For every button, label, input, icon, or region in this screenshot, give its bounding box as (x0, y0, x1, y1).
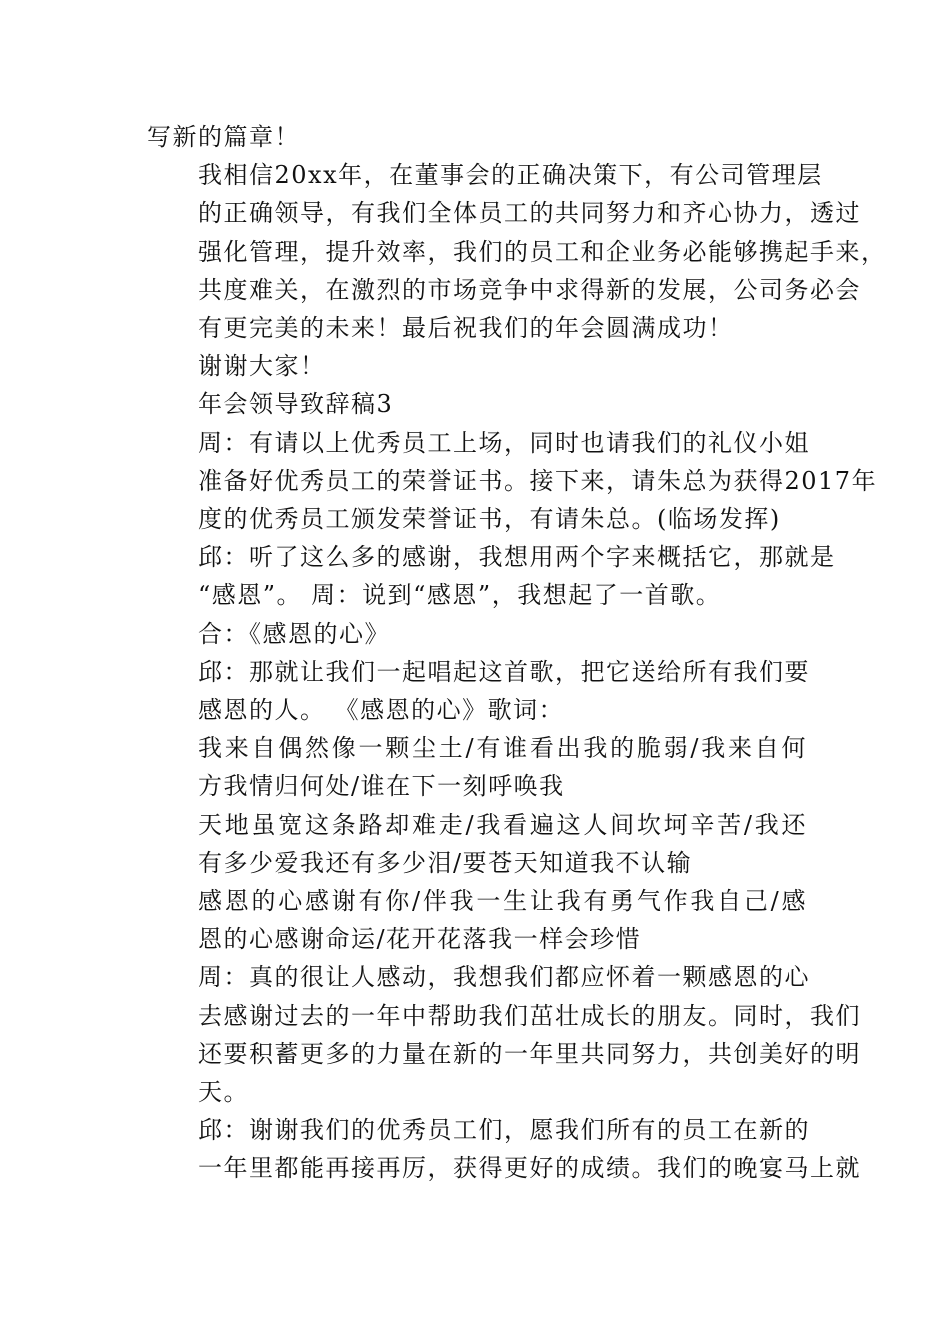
text-line: 天。 (198, 1078, 249, 1107)
paragraph (147, 615, 807, 653)
paragraph (147, 347, 807, 385)
document-body (147, 118, 887, 1188)
text-line: 周：真的很让人感动，我想我们都应怀着一颗感恩的心 (198, 963, 810, 992)
text-line: 共度难关，在激烈的市场竞争中求得新的发展，公司务必会 (198, 275, 861, 304)
paragraph (147, 653, 810, 729)
paragraph (147, 538, 836, 614)
text-line: 还要积蓄更多的力量在新的一年里共同努力，共创美好的明 (198, 1039, 861, 1068)
paragraph (147, 1111, 861, 1187)
text-line: 合：《感恩的心》 (198, 619, 390, 648)
text-line: 邱：谢谢我们的优秀员工们，愿我们所有的员工在新的 (198, 1116, 810, 1145)
text-line: 有多少爱我还有多少泪/要苍天知道我不认输 (198, 848, 693, 877)
text-line: 邱：那就让我们一起唱起这首歌，把它送给所有我们要 (198, 657, 810, 686)
text-line: 年会领导致辞稿3 (198, 390, 394, 419)
text-line: 天地虽宽这条路却难走/我看遍这人间坎坷辛苦/我还 (198, 810, 807, 839)
paragraph (147, 729, 807, 805)
text-line: 方我情归何处/谁在下一刻呼唤我 (198, 772, 565, 801)
text-line: 有更完美的未来！最后祝我们的年会圆满成功！ (198, 314, 734, 343)
paragraph (147, 156, 887, 347)
text-line: 谢谢大家！ (198, 352, 326, 381)
text-line: 强化管理，提升效率，我们的员工和企业务必能够携起手来， (198, 237, 887, 266)
text-line: 度的优秀员工颁发荣誉证书，有请朱总。(临场发挥) (198, 505, 781, 534)
text-line: 感恩的人。 《感恩的心》歌词： (198, 696, 565, 725)
paragraph (147, 424, 878, 539)
paragraph (147, 806, 807, 882)
text-line: 邱：听了这么多的感谢，我想用两个字来概括它，那就是 (198, 543, 836, 572)
text-line: 感恩的心感谢有你/伴我一生让我有勇气作我自己/感 (198, 887, 807, 916)
paragraph (147, 882, 807, 958)
paragraph (147, 385, 807, 423)
document-page (147, 118, 887, 1188)
text-line: 我相信20xx年，在董事会的正确决策下，有公司管理层 (198, 161, 823, 190)
paragraph (147, 118, 807, 156)
text-line: 周：有请以上优秀员工上场，同时也请我们的礼仪小姐 (198, 428, 810, 457)
paragraph (147, 958, 861, 1111)
text-line: 恩的心感谢命运/花开花落我一样会珍惜 (198, 925, 642, 954)
text-line: 我来自偶然像一颗尘土/有谁看出我的脆弱/我来自何 (198, 734, 807, 763)
text-line: 一年里都能再接再厉，获得更好的成绩。我们的晚宴马上就 (198, 1154, 861, 1183)
text-line: “感恩”。 周：说到“感恩”，我想起了一首歌。 (198, 581, 722, 610)
text-line: 准备好优秀员工的荣誉证书。接下来，请朱总为获得2017年 (198, 466, 878, 495)
text-line: 去感谢过去的一年中帮助我们茁壮成长的朋友。同时，我们 (198, 1001, 861, 1030)
text-line: 写新的篇章！ (147, 123, 300, 151)
text-line: 的正确领导，有我们全体员工的共同努力和齐心协力，透过 (198, 199, 861, 228)
